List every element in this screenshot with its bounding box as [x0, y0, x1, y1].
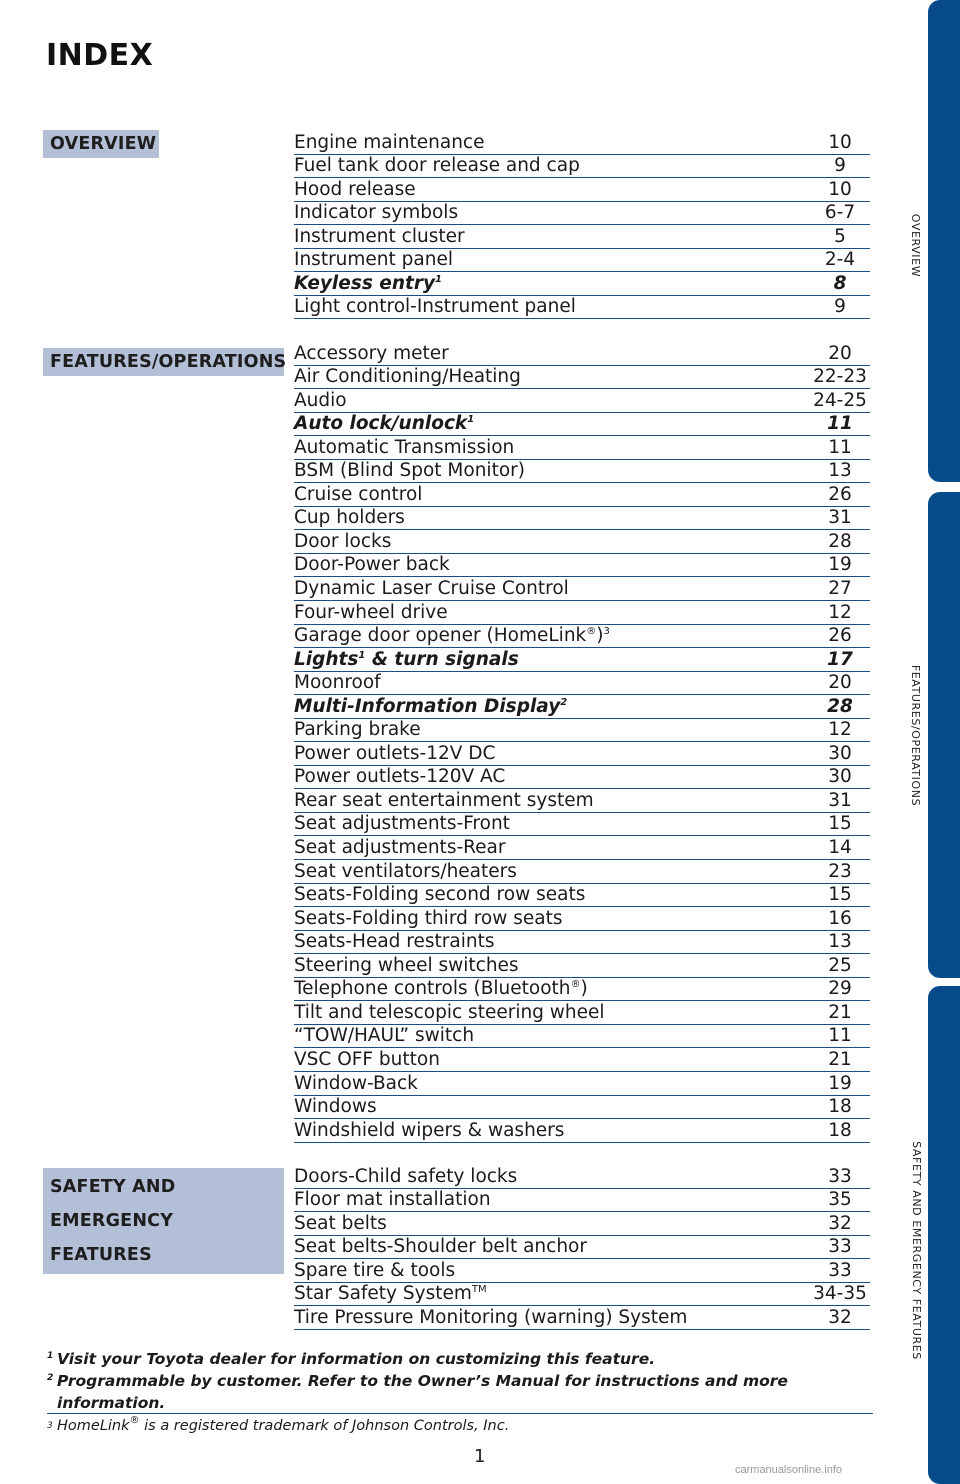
- entry-name-text: Hood release: [294, 178, 416, 200]
- entry-page-number: 17: [827, 648, 853, 670]
- entry-name-text: Parking brake: [294, 719, 421, 741]
- entry-page-number: 31: [828, 507, 852, 529]
- entry-page-number: 32: [828, 1212, 852, 1234]
- entry-name: [294, 507, 405, 529]
- entry-page-number: 13: [828, 460, 852, 482]
- entry-name: [294, 578, 569, 600]
- entry-name-text: Keyless entry: [294, 272, 436, 294]
- entry-name-text: Doors-Child safety locks: [294, 1165, 518, 1187]
- section-label-overview: [43, 130, 159, 158]
- entry-page-number: 10: [828, 131, 852, 153]
- entry-name-text: Door locks: [294, 530, 392, 552]
- index-entry: [294, 1306, 870, 1330]
- index-entry: [294, 742, 870, 766]
- entry-name-text: Four-wheel drive: [294, 601, 448, 623]
- index-entry: [294, 577, 870, 601]
- entry-page-number: 33: [828, 1236, 852, 1258]
- section-label-safety: [43, 1168, 284, 1274]
- entry-name: [294, 649, 519, 671]
- entry-page-number: 18: [828, 1096, 852, 1118]
- entry-page-number: 26: [828, 483, 852, 505]
- entry-name: [294, 766, 505, 788]
- entry-page-number: 6-7: [824, 202, 856, 224]
- entry-name-text: Fuel tank door release and cap: [294, 155, 580, 177]
- footnote-2: 2 Programmable by customer. Refer to the Owner’s Manual for instructions and more information.: [47, 1372, 788, 1412]
- safety-entry-list: [294, 1165, 870, 1330]
- tab-label-safety: [905, 1125, 927, 1375]
- tab-label-overview: [905, 200, 927, 290]
- features-entry-list: [294, 342, 870, 1143]
- entry-name-text: BSM (Blind Spot Monitor): [294, 460, 525, 482]
- entry-page-number: 11: [828, 1025, 852, 1047]
- entry-name: [294, 719, 421, 741]
- index-entry: [294, 672, 870, 696]
- entry-page-number: 28: [828, 530, 852, 552]
- entry-page-number: 33: [828, 1259, 852, 1281]
- entry-name: [294, 1096, 377, 1118]
- entry-name: [294, 1260, 455, 1282]
- index-entry: [294, 554, 870, 578]
- entry-name-text: Spare tire & tools: [294, 1259, 456, 1281]
- entry-page-number: 32: [828, 1306, 852, 1328]
- index-entry: [294, 625, 870, 649]
- entry-name-text: Seat ventilators/heaters: [294, 860, 517, 882]
- entry-page-number: 18: [828, 1119, 852, 1141]
- index-entry: [294, 155, 870, 179]
- entry-name: [294, 484, 422, 506]
- section-label-text: FEATURES/OPERATIONS: [50, 352, 287, 372]
- entry-page-number: 20: [828, 342, 852, 364]
- entry-name: [294, 1236, 587, 1258]
- entry-name: [294, 602, 448, 624]
- index-entry: [294, 436, 870, 460]
- index-entry: [294, 1025, 870, 1049]
- index-entry: [294, 860, 870, 884]
- index-entry: [294, 1259, 870, 1283]
- entry-name: [294, 861, 517, 883]
- entry-name-text: Window-Back: [294, 1072, 418, 1094]
- entry-name-text: Windows: [294, 1096, 377, 1118]
- entry-name-text: Instrument panel: [294, 249, 453, 271]
- entry-name-text: Audio: [294, 389, 347, 411]
- entry-name-tail: & turn signals: [365, 648, 519, 670]
- index-entry: [294, 530, 870, 554]
- entry-name-text: Windshield wipers & washers: [294, 1119, 565, 1141]
- entry-name-text: Moonroof: [294, 672, 381, 694]
- entry-name-text: Tilt and telescopic steering wheel: [294, 1001, 605, 1023]
- entry-page-number: 11: [827, 413, 853, 435]
- entry-name-text: Seat belts-Shoulder belt anchor: [294, 1236, 587, 1258]
- entry-name-text: Cruise control: [294, 483, 423, 505]
- entry-name-text: Power outlets-120V AC: [294, 766, 506, 788]
- entry-name: [294, 884, 585, 906]
- entry-superscript: 2: [560, 696, 568, 708]
- entry-page-number: 27: [828, 578, 852, 600]
- entry-name: [294, 413, 474, 435]
- index-entry: [294, 413, 870, 437]
- entry-name-text: Garage door opener (HomeLink: [294, 625, 587, 647]
- entry-name: [294, 1307, 687, 1329]
- entry-name: [294, 931, 494, 953]
- index-entry: [294, 483, 870, 507]
- entry-page-number: 30: [828, 742, 852, 764]
- index-entry: [294, 836, 870, 860]
- entry-page-number: 10: [828, 178, 852, 200]
- index-entry: [294, 131, 870, 155]
- index-entry: [294, 249, 870, 273]
- entry-page-number: 30: [828, 766, 852, 788]
- entry-name: [294, 273, 442, 295]
- entry-name: [294, 1120, 564, 1142]
- section-label-text: OVERVIEW: [50, 134, 157, 154]
- entry-name-text: Dynamic Laser Cruise Control: [294, 578, 569, 600]
- index-entry: [294, 460, 870, 484]
- entry-name: [294, 978, 588, 1000]
- index-entry: [294, 1283, 870, 1307]
- index-entry: [294, 272, 870, 296]
- footnote-1: 1 Visit your Toyota dealer for information on customizing this feature.: [47, 1350, 656, 1368]
- entry-name-text: Seats-Folding second row seats: [294, 884, 586, 906]
- entry-page-number: 9: [834, 155, 846, 177]
- entry-name-text: Engine maintenance: [294, 131, 485, 153]
- entry-name-text: Automatic Transmission: [294, 436, 515, 458]
- entry-page-number: 34-35: [813, 1283, 867, 1305]
- entry-name-text: Seats-Folding third row seats: [294, 907, 563, 929]
- index-entry: [294, 342, 870, 366]
- tab-label-features: [905, 650, 927, 820]
- entry-superscript: ®: [570, 979, 581, 991]
- entry-name-text: Accessory meter: [294, 342, 449, 364]
- entry-name-text: Steering wheel switches: [294, 954, 519, 976]
- entry-superscript: 3: [603, 626, 610, 638]
- entry-name: [294, 908, 563, 930]
- entry-superscript: 1: [435, 273, 442, 285]
- entry-name: [294, 1283, 487, 1305]
- index-entry: [294, 296, 870, 320]
- index-entry: [294, 1165, 870, 1189]
- index-entry: [294, 1119, 870, 1143]
- entry-page-number: 9: [834, 296, 846, 318]
- entry-name: [294, 1002, 605, 1024]
- entry-page-number: 5: [834, 225, 846, 247]
- index-entry: [294, 225, 870, 249]
- entry-name: [294, 1213, 387, 1235]
- entry-name-text: VSC OFF button: [294, 1048, 440, 1070]
- entry-page-number: 19: [828, 554, 852, 576]
- entry-name-text: Light control-Instrument panel: [294, 296, 576, 318]
- entry-name-text: Power outlets-12V DC: [294, 742, 496, 764]
- entry-name-text: Cup holders: [294, 507, 405, 529]
- entry-name-text: Seats-Head restraints: [294, 931, 495, 953]
- entry-superscript: TM: [471, 1284, 487, 1296]
- entry-name: [294, 625, 610, 647]
- entry-name-tail: ): [580, 978, 588, 1000]
- tab-label-text: OVERVIEW: [909, 213, 923, 277]
- section-label-text: SAFETY AND: [50, 1177, 176, 1197]
- index-entry: [294, 1189, 870, 1213]
- entry-name: [294, 554, 450, 576]
- registered-mark: ®: [129, 1415, 140, 1426]
- tab-safety-emergency[interactable]: [928, 986, 960, 1484]
- index-entry: [294, 695, 870, 719]
- index-entry: [294, 648, 870, 672]
- entry-page-number: 21: [828, 1048, 852, 1070]
- entry-name-text: Seat belts: [294, 1212, 387, 1234]
- entry-name: [294, 437, 514, 459]
- entry-page-number: 2-4: [824, 249, 856, 271]
- index-entry: [294, 978, 870, 1002]
- entry-name-tail: ): [596, 625, 604, 647]
- entry-name-text: Air Conditioning/Heating: [294, 366, 521, 388]
- index-entry: [294, 601, 870, 625]
- entry-name-text: Star Safety System: [294, 1283, 472, 1305]
- entry-page-number: 33: [828, 1165, 852, 1187]
- entry-name: [294, 790, 594, 812]
- entry-name: [294, 179, 416, 201]
- entry-page-number: 13: [828, 931, 852, 953]
- index-entry: [294, 954, 870, 978]
- index-entry: [294, 813, 870, 837]
- entry-name-text: Instrument cluster: [294, 225, 465, 247]
- entry-page-number: 16: [828, 907, 852, 929]
- entry-page-number: 8: [833, 272, 847, 294]
- entry-page-number: 25: [828, 954, 852, 976]
- index-entry: [294, 1072, 870, 1096]
- entry-name-text: “TOW/HAUL” switch: [294, 1025, 475, 1047]
- index-entry: [294, 1048, 870, 1072]
- footnote-text-post: is a registered trademark of Johnson Controls, Inc.: [139, 1418, 510, 1434]
- entry-page-number: 29: [828, 978, 852, 1000]
- entry-name: [294, 226, 465, 248]
- entry-name: [294, 672, 381, 694]
- index-entry: [294, 884, 870, 908]
- entry-page-number: 21: [828, 1001, 852, 1023]
- footnote-divider: [47, 1413, 873, 1414]
- entry-page-number: 15: [828, 813, 852, 835]
- entry-page-number: 22-23: [813, 366, 867, 388]
- index-entry: [294, 178, 870, 202]
- index-entry: [294, 1096, 870, 1120]
- index-entry: [294, 719, 870, 743]
- index-entry: [294, 1212, 870, 1236]
- entry-name: [294, 955, 519, 977]
- entry-name: [294, 1073, 418, 1095]
- entry-page-number: 31: [828, 789, 852, 811]
- entry-page-number: 19: [828, 1072, 852, 1094]
- entry-page-number: 11: [828, 436, 852, 458]
- entry-name: [294, 202, 458, 224]
- entry-name: [294, 1189, 491, 1211]
- entry-name-text: Multi-Information Display: [294, 695, 561, 717]
- entry-name: [294, 249, 453, 271]
- entry-name: [294, 460, 525, 482]
- tab-overview[interactable]: [928, 0, 960, 482]
- index-entry: [294, 1001, 870, 1025]
- entry-superscript: 1: [467, 414, 475, 426]
- entry-name-text: Indicator symbols: [294, 202, 459, 224]
- index-entry: [294, 789, 870, 813]
- entry-page-number: 12: [828, 719, 852, 741]
- entry-name: [294, 343, 449, 365]
- tab-label-text: SAFETY AND EMERGENCY FEATURES: [909, 1140, 923, 1360]
- entry-name: [294, 696, 567, 718]
- entry-page-number: 12: [828, 601, 852, 623]
- page-title: INDEX: [46, 38, 154, 73]
- entry-page-number: 20: [828, 672, 852, 694]
- entry-name-text: Seat adjustments-Front: [294, 813, 510, 835]
- entry-name: [294, 813, 510, 835]
- entry-name-text: Tire Pressure Monitoring (warning) System: [294, 1306, 688, 1328]
- entry-name: [294, 132, 484, 154]
- index-entry: [294, 931, 870, 955]
- index-entry: [294, 202, 870, 226]
- entry-page-number: 24-25: [813, 389, 867, 411]
- entry-page-number: 15: [828, 884, 852, 906]
- footnote-3: 3 HomeLink® is a registered trademark of Johnson Controls, Inc.: [47, 1415, 510, 1434]
- entry-name: [294, 296, 576, 318]
- page-number: 1: [474, 1446, 486, 1467]
- index-entry: [294, 507, 870, 531]
- entry-name: [294, 155, 580, 177]
- entry-name-text: Auto lock/unlock: [294, 413, 468, 435]
- index-entry: [294, 366, 870, 390]
- entry-superscript: 1: [358, 649, 366, 661]
- index-entry: [294, 766, 870, 790]
- section-label-text: EMERGENCY FEATURES: [50, 1211, 174, 1265]
- entry-page-number: 23: [828, 860, 852, 882]
- index-entry: [294, 907, 870, 931]
- entry-name: [294, 390, 347, 412]
- entry-name-text: Telephone controls (Bluetooth: [294, 978, 571, 1000]
- entry-page-number: 28: [827, 695, 853, 717]
- entry-name: [294, 1049, 440, 1071]
- tab-features-operations[interactable]: [928, 492, 960, 978]
- index-entry: [294, 1236, 870, 1260]
- entry-page-number: 26: [828, 625, 852, 647]
- entry-name-text: Rear seat entertainment system: [294, 789, 594, 811]
- overview-entry-list: [294, 131, 870, 319]
- entry-name: [294, 1025, 474, 1047]
- entry-name-text: Seat adjustments-Rear: [294, 837, 506, 859]
- entry-name: [294, 531, 391, 553]
- entry-name: [294, 837, 505, 859]
- footnote-text-pre: HomeLink: [57, 1418, 130, 1434]
- index-entry: [294, 389, 870, 413]
- entry-name-text: Door-Power back: [294, 554, 450, 576]
- watermark: carmanualsonline.info: [735, 1464, 843, 1476]
- footnote-text: Visit your Toyota dealer for information on customizing this feature.: [57, 1350, 656, 1368]
- entry-name: [294, 743, 495, 765]
- entry-name-text: Floor mat installation: [294, 1189, 491, 1211]
- footnote-text: Programmable by customer. Refer to the Owner’s Manual for instructions and more information.: [57, 1372, 788, 1412]
- entry-name-text: Lights: [294, 648, 359, 670]
- entry-superscript: ®: [586, 626, 597, 638]
- section-label-features: [43, 348, 287, 376]
- footnotes: [47, 1348, 873, 1414]
- entry-page-number: 35: [828, 1189, 852, 1211]
- tab-label-text: FEATURES/OPERATIONS: [909, 664, 923, 806]
- entry-page-number: 14: [828, 837, 852, 859]
- entry-name: [294, 366, 521, 388]
- entry-name: [294, 1166, 517, 1188]
